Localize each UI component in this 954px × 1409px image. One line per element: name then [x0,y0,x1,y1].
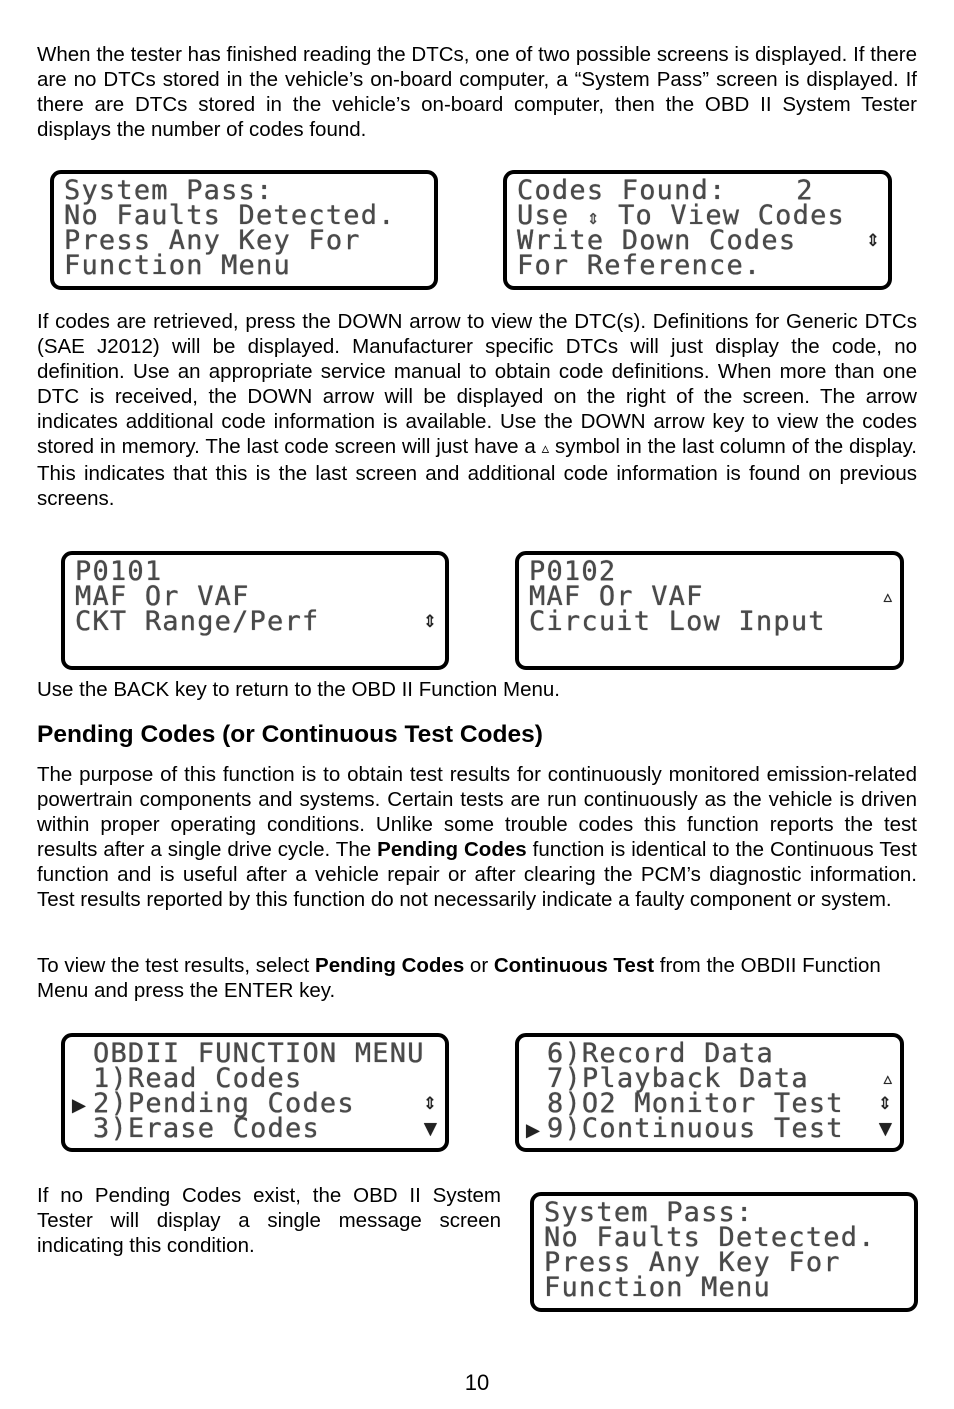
lcd-line: System Pass: [64,175,274,206]
purpose-bold: Pending Codes [377,838,527,861]
view-text-mid: or [464,954,494,977]
retrieve-text-2: symbol in the last column of the display. This indicates that this is the last screen and additional code information is found on previous screens. [37,435,917,510]
up-down-arrow-icon: ⇕ [877,1094,892,1114]
lcd-p0101 [61,551,449,670]
lcd-line: Circuit Low Input [529,606,826,637]
pointer-icon: ▶ [526,1120,542,1141]
lcd-line: No Faults Detected. [64,200,396,231]
down-arrow-icon: ▼ [423,1119,437,1139]
lcd-text: Use [517,200,587,231]
view-bold-1: Pending Codes [315,954,465,977]
lcd-line: Function Menu [64,250,291,281]
up-arrow-icon: ▵ [883,1069,892,1089]
lcd-line: 6)Record Data [547,1038,774,1069]
lcd-line: System Pass: [544,1197,754,1228]
lcd-line: Codes Found: 2 [517,175,814,206]
lcd-function-menu-1 [61,1033,449,1152]
lcd-line: No Faults Detected. [544,1222,876,1253]
lcd-line: Function Menu [544,1272,771,1303]
lcd-line [75,606,437,637]
lcd-function-menu-2 [515,1033,904,1152]
up-down-arrow-icon: ⇕ [422,1094,437,1114]
lcd-text: CKT Range/Perf [75,606,320,637]
view-bold-2: Continuous Test [493,954,655,977]
lcd-line [526,1113,892,1144]
lcd-line: P0102 [529,556,617,587]
retrieve-text-1: If codes are retrieved, press the DOWN arrow to view the DTC(s). Definitions for Generic DTCs (SAE J2012) will be displayed. Manufacturer specific DTCs will just display the code, no definition. Use an appropriate service manual to obtain code definitions. When more than one DTC is received, the DOWN arrow will be displayed on the right of the screen. The arrow indicates additional code information is available. Use the DOWN arrow key to view the codes stored in memory. The last code screen will just have a [37,310,917,458]
lcd-text: 8)O2 Monitor Test [547,1088,844,1119]
purpose-text-2: function is identical to the Continuous Test function and is useful after a vehicle repair or after clearing the PCM’s diagnostic information. Test results reported by this function do not necessarily indicate a faulty component or system. [37,838,917,911]
up-down-arrow-icon: ⇕ [586,210,601,228]
up-down-arrow-icon: ⇕ [865,231,880,251]
lcd-text: MAF Or VAF [529,581,704,612]
lcd-system-pass-2 [530,1192,918,1312]
lcd-line: P0101 [75,556,163,587]
view-text-1: To view the test results, select [37,954,316,977]
up-arrow-icon: ▵ [883,587,892,607]
lcd-text: To View Codes [600,200,845,231]
up-down-arrow-icon: ⇕ [422,612,437,632]
down-arrow-icon: ▼ [878,1119,892,1139]
lcd-line: 1)Read Codes [93,1063,303,1094]
lcd-text: 9)Continuous Test [547,1113,844,1144]
up-arrow-icon: ▵ [541,439,550,457]
lcd-codes-found [503,170,892,290]
lcd-text: 2)Pending Codes [93,1088,355,1119]
lcd-text: Write Down Codes [517,225,797,256]
purpose-paragraph [37,762,917,912]
retrieve-paragraph [37,309,917,511]
view-paragraph [37,953,917,1003]
section-heading: Pending Codes (or Continuous Test Codes) [37,721,543,748]
no-pending-paragraph: If no Pending Codes exist, the OBD II System Tester will display a single message screen indicating this condition. [37,1184,501,1257]
lcd-line: Press Any Key For [64,225,361,256]
lcd-text: 3)Erase Codes [93,1113,320,1144]
intro-paragraph: When the tester has finished reading the DTCs, one of two possible screens is displayed. If there are no DTCs stored in the vehicle’s on-board computer, a “System Pass” screen is displayed. If there are DTCs stored in the vehicle’s on-board computer, then the OBD II System Tester displays the number of codes found. [37,43,917,141]
lcd-system-pass [50,170,438,290]
lcd-line: OBDII FUNCTION MENU [93,1038,425,1069]
pointer-icon: ▶ [72,1095,88,1116]
view-text-2: from the OBDII Function Menu and press the ENTER key. [37,954,881,1002]
lcd-p0102 [515,551,904,670]
back-instruction: Use the BACK key to return to the OBD II Function Menu. [37,678,560,701]
page-number: 10 [464,1370,490,1395]
purpose-text-1: The purpose of this function is to obtain test results for continuously monitored emission-related powertrain components and systems. Certain tests are run continuously as the vehicle is driven within proper operating conditions. Unlike some trouble codes this function reports the test results after a single drive cycle. The [37,763,917,861]
lcd-text: 7)Playback Data [547,1063,809,1094]
lcd-line [75,1113,437,1144]
lcd-line: MAF Or VAF [75,581,250,612]
lcd-line: Press Any Key For [544,1247,841,1278]
lcd-line: For Reference. [517,250,762,281]
